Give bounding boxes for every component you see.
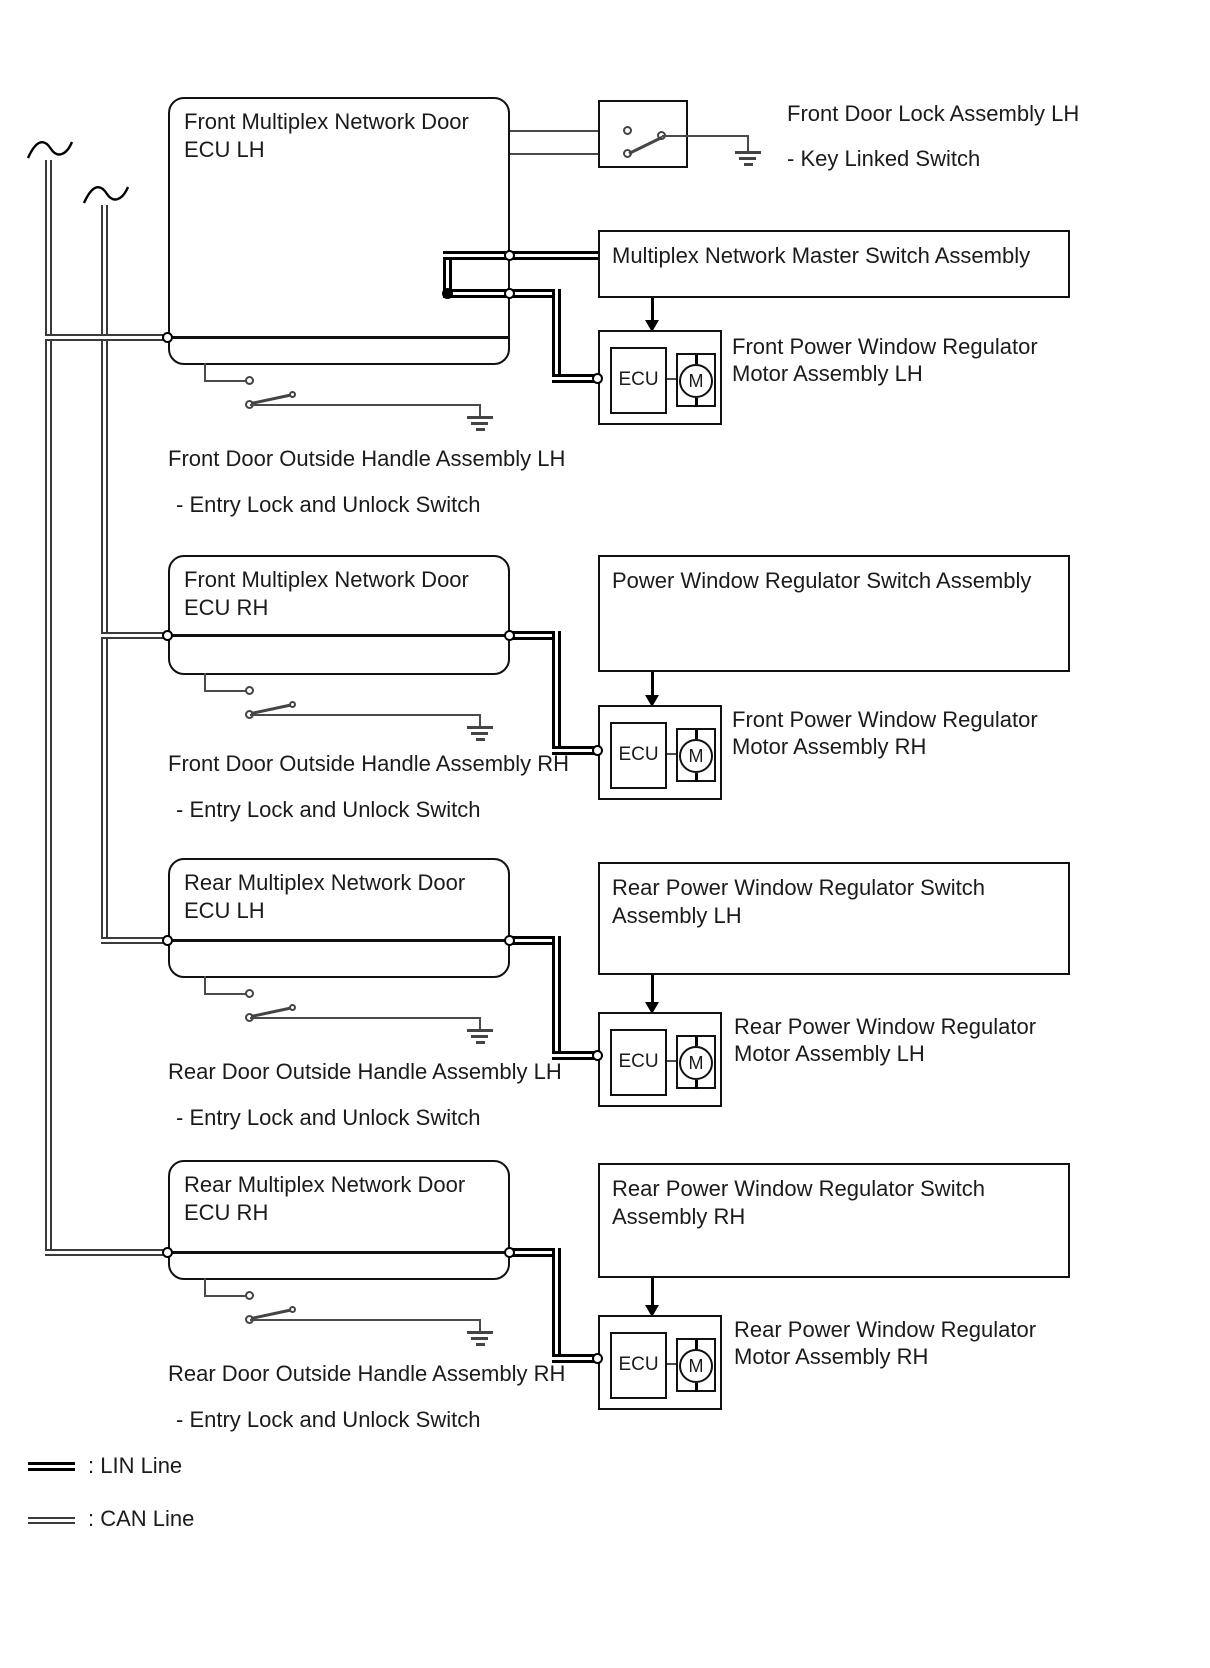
- switch-terminal: [245, 989, 254, 998]
- ecu-label: Rear Multiplex Network Door: [184, 1172, 466, 1197]
- key-switch-ground-wire: [662, 135, 748, 137]
- ground-icon: [467, 416, 493, 432]
- entry-switch-ground-wire: [250, 404, 480, 406]
- handle-sublabel: - Entry Lock and Unlock Switch: [176, 492, 481, 517]
- switch-terminal: [623, 126, 632, 135]
- ground-icon: [735, 151, 761, 167]
- motor-ecu-box: [610, 1029, 667, 1096]
- lin-connector: [592, 745, 603, 756]
- motor-assembly-2: [598, 705, 722, 800]
- key-switch-title: Front Door Lock Assembly LH: [787, 101, 1080, 126]
- can-bus-vertical-outer: [45, 160, 52, 1256]
- lin-connector: [504, 630, 515, 641]
- motor-label: Front Power Window Regulator: [732, 707, 1038, 732]
- entry-switch-ground-wire: [479, 404, 481, 416]
- legend-can-sample: [28, 1517, 75, 1524]
- motor-label: Front Power Window Regulator: [732, 334, 1038, 359]
- motor-ecu-label: ECU: [618, 1354, 659, 1375]
- can-branch-ecu2: [101, 632, 168, 639]
- ground-icon: [467, 1331, 493, 1347]
- ecu-connector-divider: [169, 1251, 509, 1254]
- legend-can-label: : CAN Line: [88, 1506, 195, 1531]
- can-connector: [162, 332, 173, 343]
- lin-junction-dot: [442, 288, 453, 299]
- lin-connector: [504, 250, 515, 261]
- switch-assembly-box-4: [598, 1163, 1070, 1278]
- key-linked-switch-box: [598, 100, 688, 168]
- motor-ecu-box: [610, 347, 667, 414]
- motor-frame: [676, 728, 716, 782]
- ecu-box-rear-rh: [168, 1160, 510, 1280]
- ground-icon: [467, 1029, 493, 1045]
- motor-frame: [676, 1035, 716, 1089]
- arrow-line: [651, 672, 654, 697]
- switch-assembly-label: Rear Power Window Regulator Switch: [612, 875, 985, 900]
- motor-frame: [676, 353, 716, 407]
- ecu-label: ECU RH: [184, 595, 269, 620]
- motor-assembly-1: [598, 330, 722, 425]
- lin-connector: [592, 1353, 603, 1364]
- ecu-box-rear-lh: [168, 858, 510, 978]
- switch-terminal: [245, 1291, 254, 1300]
- motor-ecu-box: [610, 722, 667, 789]
- motor-icon: M: [679, 1046, 713, 1080]
- handle-label: Rear Door Outside Handle Assembly RH: [168, 1361, 566, 1386]
- ecu-box-front-rh: [168, 555, 510, 675]
- ecu-label: ECU LH: [184, 898, 265, 923]
- motor-label: Motor Assembly RH: [734, 1344, 929, 1369]
- can-connector: [162, 1247, 173, 1258]
- switch-terminal: [245, 376, 254, 385]
- handle-label: Front Door Outside Handle Assembly RH: [168, 751, 570, 776]
- entry-switch-wire: [204, 380, 246, 382]
- lin-line: [443, 289, 561, 298]
- switch-contact: [289, 701, 296, 708]
- motor-label: Motor Assembly RH: [732, 734, 927, 759]
- handle-sublabel: - Entry Lock and Unlock Switch: [176, 1105, 481, 1130]
- entry-switch-ground-wire: [479, 1319, 481, 1331]
- entry-switch-wire: [204, 1295, 246, 1297]
- switch-assembly-box-2: [598, 555, 1070, 672]
- can-bus-vertical-inner: [101, 205, 108, 944]
- arrow-line: [651, 975, 654, 1004]
- ecu-label: Front Multiplex Network Door: [184, 109, 469, 134]
- lin-line: [552, 631, 561, 755]
- ecu-connector-divider: [169, 939, 509, 942]
- switch-contact: [289, 1306, 296, 1313]
- motor-label: Rear Power Window Regulator: [734, 1014, 1037, 1039]
- entry-switch-wire: [204, 690, 246, 692]
- lin-connector: [592, 1050, 603, 1061]
- ecu-connector-divider: [169, 634, 509, 637]
- entry-switch-ground-wire: [250, 1319, 480, 1321]
- key-switch-ground-wire: [747, 135, 749, 151]
- lin-line: [552, 936, 561, 1060]
- switch-contact: [289, 391, 296, 398]
- lin-line: [443, 251, 598, 260]
- entry-switch-ground-wire: [250, 1017, 480, 1019]
- motor-ecu-label: ECU: [618, 1051, 659, 1072]
- arrow-line: [651, 298, 654, 322]
- switch-assembly-label: Assembly LH: [612, 903, 742, 928]
- entry-switch-wire: [204, 993, 246, 995]
- switch-assembly-label: Assembly RH: [612, 1204, 746, 1229]
- motor-assembly-3: [598, 1012, 722, 1107]
- can-branch-ecu4: [45, 1249, 168, 1256]
- lin-connector: [504, 935, 515, 946]
- ground-icon: [467, 726, 493, 742]
- handle-label: Front Door Outside Handle Assembly LH: [168, 446, 566, 471]
- handle-label: Rear Door Outside Handle Assembly LH: [168, 1059, 562, 1084]
- ecu-label: ECU RH: [184, 1200, 269, 1225]
- motor-label: Motor Assembly LH: [734, 1041, 925, 1066]
- ecu-label: ECU LH: [184, 137, 265, 162]
- legend-lin-label: : LIN Line: [88, 1453, 183, 1478]
- motor-assembly-4: [598, 1315, 722, 1410]
- entry-switch-ground-wire: [479, 714, 481, 726]
- motor-icon: M: [679, 739, 713, 773]
- entry-switch-ground-wire: [250, 714, 480, 716]
- arrow-line: [651, 1278, 654, 1307]
- key-switch-subtitle: - Key Linked Switch: [787, 146, 981, 171]
- can-branch-ecu3: [101, 937, 168, 944]
- can-connector: [162, 935, 173, 946]
- motor-ecu-label: ECU: [618, 744, 659, 765]
- motor-ecu-box: [610, 1332, 667, 1399]
- entry-switch-ground-wire: [479, 1017, 481, 1029]
- switch-assembly-label: Rear Power Window Regulator Switch: [612, 1176, 985, 1201]
- switch-assembly-box-3: [598, 862, 1070, 975]
- switch-contact: [289, 1004, 296, 1011]
- switch-assembly-label: Multiplex Network Master Switch Assembly: [612, 243, 1031, 268]
- lin-connector: [504, 1247, 515, 1258]
- ecu-label: Front Multiplex Network Door: [184, 567, 469, 592]
- lin-connector: [592, 373, 603, 384]
- can-branch-ecu1: [45, 334, 168, 341]
- lin-line: [552, 1248, 561, 1363]
- ecu-connector-divider: [169, 336, 509, 339]
- motor-ecu-label: ECU: [618, 369, 659, 390]
- motor-frame: [676, 1338, 716, 1392]
- handle-sublabel: - Entry Lock and Unlock Switch: [176, 797, 481, 822]
- ecu-box-front-lh: [168, 97, 510, 365]
- legend-lin-sample: [28, 1462, 75, 1471]
- ecu-label: Rear Multiplex Network Door: [184, 870, 466, 895]
- lin-line: [552, 289, 561, 383]
- switch-assembly-box-1: [598, 230, 1070, 298]
- switch-terminal: [245, 686, 254, 695]
- switch-assembly-label: Power Window Regulator Switch Assembly: [612, 568, 1032, 593]
- handle-sublabel: - Entry Lock and Unlock Switch: [176, 1407, 481, 1432]
- motor-label: Motor Assembly LH: [732, 361, 923, 386]
- motor-label: Rear Power Window Regulator: [734, 1317, 1037, 1342]
- can-connector: [162, 630, 173, 641]
- motor-icon: M: [679, 1349, 713, 1383]
- motor-icon: M: [679, 364, 713, 398]
- lin-connector: [504, 288, 515, 299]
